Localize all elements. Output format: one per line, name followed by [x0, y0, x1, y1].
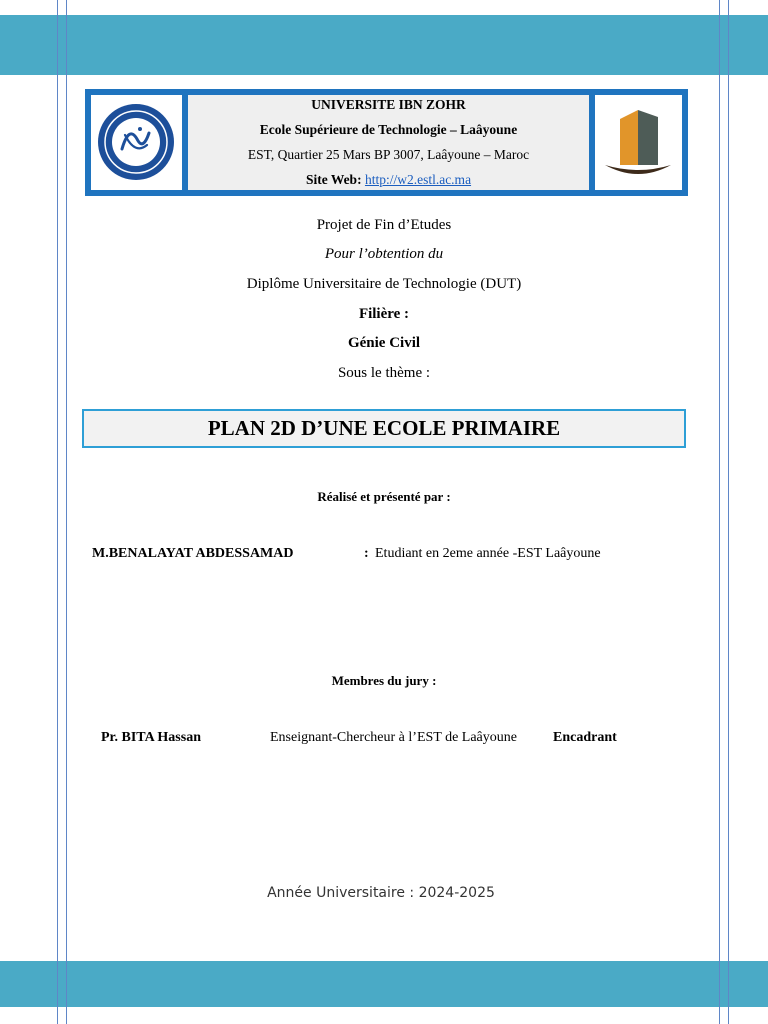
field-label: Filière : [358, 306, 410, 322]
header-box [85, 89, 688, 196]
theme-label: Sous le thème : [337, 365, 431, 381]
jury-heading: Membres du jury : [331, 673, 437, 688]
field-name: Génie Civil [347, 335, 421, 351]
author-heading: Réalisé et présenté par : [317, 489, 451, 504]
right-logo-cell [592, 92, 685, 193]
top-banner [0, 15, 768, 75]
page-border-line [719, 0, 720, 1024]
school-address: EST, Quartier 25 Mars BP 3007, Laâyoune – Maroc [247, 147, 530, 162]
author-separator: : [364, 546, 369, 561]
jury-member-position: Enseignant-Chercheur à l’EST de Laâyoune [270, 730, 517, 745]
jury-member-role: Encadrant [553, 730, 617, 745]
website-line [188, 172, 589, 188]
jury-member-name: Pr. BITA Hassan [101, 730, 201, 745]
project-line: Projet de Fin d’Etudes [316, 217, 452, 233]
obtention-line: Pour l’obtention du [324, 246, 444, 262]
bottom-banner [0, 961, 768, 1007]
academic-year: Année Universitaire : 2024-2025 [267, 885, 495, 901]
author-name: M.BENALAYAT ABDESSAMAD [92, 546, 294, 561]
diploma-line: Diplôme Universitaire de Technologie (DUT) [246, 276, 522, 292]
school-name: Ecole Supérieure de Technologie – Laâyoune [259, 122, 518, 137]
page-border-line [66, 0, 67, 1024]
website-link[interactable]: http://w2.estl.ac.ma [364, 172, 472, 187]
page-border-line [57, 0, 58, 1024]
author-description: Etudiant en 2eme année -EST Laâyoune [375, 546, 601, 561]
left-logo-cell [88, 92, 185, 193]
header-text-cell [185, 92, 592, 193]
university-name: UNIVERSITE IBN ZOHR [311, 97, 466, 112]
page-border-line [728, 0, 729, 1024]
website-label: Site Web: [305, 172, 362, 187]
project-title: PLAN 2D D’UNE ECOLE PRIMAIRE [82, 409, 686, 448]
university-seal-icon [91, 95, 182, 190]
building-logo-icon [595, 95, 682, 190]
